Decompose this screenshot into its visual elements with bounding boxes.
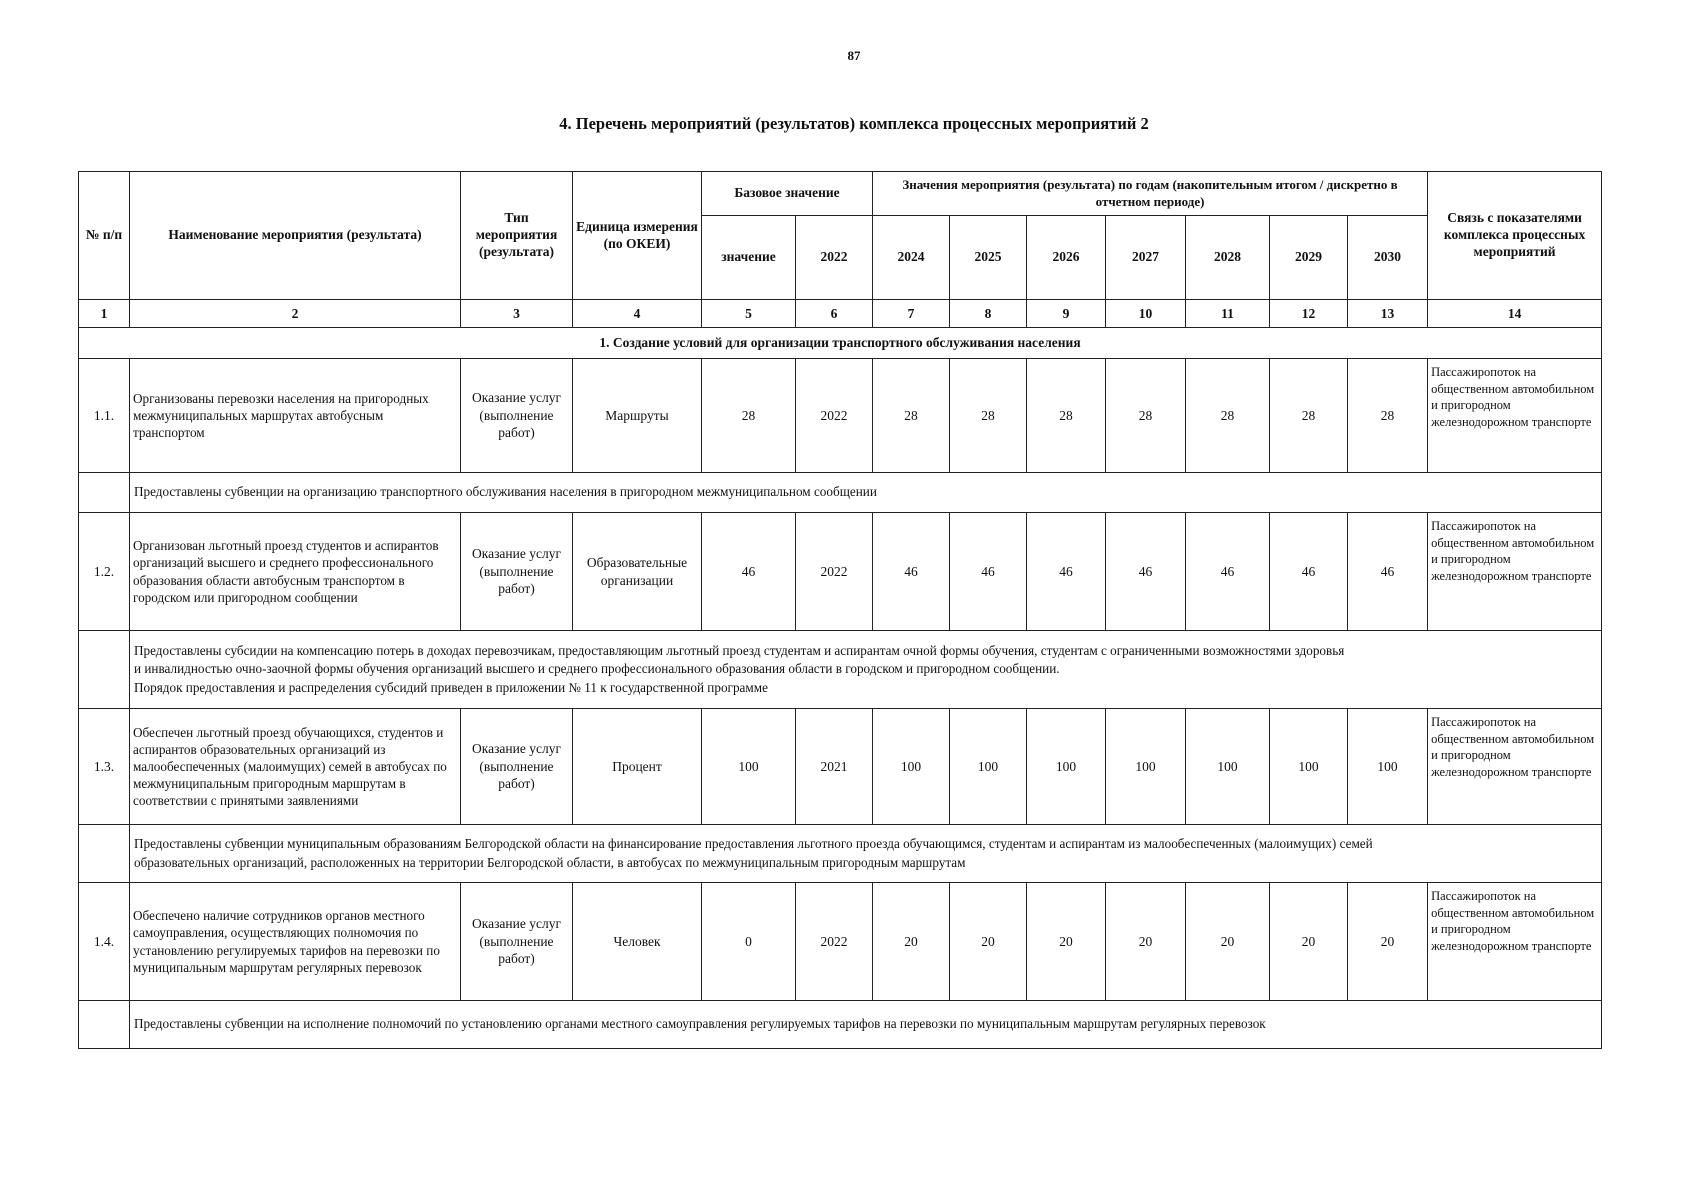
header-type: Тип мероприятия (результата) <box>461 172 573 300</box>
header-base-value: значение <box>702 216 796 300</box>
indicator-link: Пассажиропоток на общественном автомобильном и пригородном железнодорожном транспорте <box>1428 359 1602 473</box>
year-value: 20 <box>1348 883 1428 1001</box>
year-value: 28 <box>1270 359 1348 473</box>
year-value: 46 <box>873 513 950 631</box>
header-year: 2025 <box>950 216 1027 300</box>
note-line: и инвалидностью очно-заочной формы обучения организаций высшего и среднего профессионального образования области в городском и пригородном сообщении. <box>134 661 1060 677</box>
measure-type: Оказание услуг (выполнение работ) <box>461 883 573 1001</box>
base-value: 100 <box>702 709 796 825</box>
measure-name: Организованы перевозки населения на пригородных межмуниципальных маршрутах автобусным транспортом <box>130 359 461 473</box>
header-year: 2026 <box>1027 216 1106 300</box>
measure-note <box>130 1001 1602 1049</box>
year-value: 46 <box>1348 513 1428 631</box>
note-row <box>79 1001 1602 1049</box>
year-value: 100 <box>1186 709 1270 825</box>
document-title: 4. Перечень мероприятий (результатов) комплекса процессных мероприятий 2 <box>559 114 1149 133</box>
column-number: 11 <box>1186 300 1270 328</box>
measure-name: Организован льготный проезд студентов и аспирантов организаций высшего и среднего профессионального образования области автобусным транспортом в городском или пригородном сообщении <box>130 513 461 631</box>
column-number: 6 <box>796 300 873 328</box>
year-value: 28 <box>1027 359 1106 473</box>
table-row <box>79 883 1602 1001</box>
year-value: 28 <box>1186 359 1270 473</box>
measure-note <box>130 473 1602 513</box>
note-line: Предоставлены субвенции на организацию транспортного обслуживания населения в пригородном межмуниципальном сообщении <box>134 484 877 500</box>
column-numbers-row <box>79 300 1602 328</box>
row-number: 1.3. <box>79 709 130 825</box>
header-base-year: 2022 <box>796 216 873 300</box>
measure-type: Оказание услуг (выполнение работ) <box>461 513 573 631</box>
measure-unit: Процент <box>573 709 702 825</box>
measure-unit: Человек <box>573 883 702 1001</box>
table-row <box>79 359 1602 473</box>
year-value: 20 <box>1186 883 1270 1001</box>
base-value: 28 <box>702 359 796 473</box>
year-value: 20 <box>1106 883 1186 1001</box>
year-value: 20 <box>950 883 1027 1001</box>
header-years-group: Значения мероприятия (результата) по годам (накопительным итогом / дискретно в отчетном периоде) <box>873 172 1428 216</box>
note-spacer <box>79 1001 130 1049</box>
measure-unit: Образовательные организации <box>573 513 702 631</box>
note-spacer <box>79 631 130 709</box>
year-value: 100 <box>1027 709 1106 825</box>
column-number: 1 <box>79 300 130 328</box>
table-row <box>79 513 1602 631</box>
header-year: 2024 <box>873 216 950 300</box>
header-year: 2030 <box>1348 216 1428 300</box>
indicator-link: Пассажиропоток на общественном автомобильном и пригородном железнодорожном транспорте <box>1428 883 1602 1001</box>
year-value: 28 <box>950 359 1027 473</box>
year-value: 46 <box>950 513 1027 631</box>
year-value: 20 <box>1027 883 1106 1001</box>
column-number: 9 <box>1027 300 1106 328</box>
table-row <box>79 709 1602 825</box>
base-value: 46 <box>702 513 796 631</box>
note-spacer <box>79 473 130 513</box>
column-number: 12 <box>1270 300 1348 328</box>
year-value: 28 <box>1106 359 1186 473</box>
note-row <box>79 631 1602 709</box>
indicator-link: Пассажиропоток на общественном автомобильном и пригородном железнодорожном транспорте <box>1428 709 1602 825</box>
header-base: Базовое значение <box>702 172 873 216</box>
measures-table <box>78 171 1602 1049</box>
note-row <box>79 825 1602 883</box>
row-number: 1.2. <box>79 513 130 631</box>
year-value: 28 <box>1348 359 1428 473</box>
header-unit: Единица измерения (по ОКЕИ) <box>573 172 702 300</box>
measure-note <box>130 631 1602 709</box>
measure-unit: Маршруты <box>573 359 702 473</box>
header-link: Связь с показателями комплекса процессных мероприятий <box>1428 172 1602 300</box>
row-number: 1.4. <box>79 883 130 1001</box>
base-year: 2022 <box>796 359 873 473</box>
column-number: 7 <box>873 300 950 328</box>
measure-name: Обеспечен льготный проезд обучающихся, студентов и аспирантов образовательных организаций из малообеспеченных (малоимущих) семей в автобусах по межмуниципальным пригородным маршрутам в соответствии с принятыми заявлениями <box>130 709 461 825</box>
page-number: 87 <box>847 48 861 63</box>
year-value: 100 <box>1270 709 1348 825</box>
header-year: 2028 <box>1186 216 1270 300</box>
note-row <box>79 473 1602 513</box>
column-number: 3 <box>461 300 573 328</box>
column-number: 5 <box>702 300 796 328</box>
year-value: 20 <box>1270 883 1348 1001</box>
year-value: 46 <box>1106 513 1186 631</box>
column-number: 10 <box>1106 300 1186 328</box>
note-line: образовательных организаций, расположенных на территории Белгородской области, в автобусах по межмуниципальным пригородным маршрутам <box>134 854 966 870</box>
base-year: 2021 <box>796 709 873 825</box>
note-line: Порядок предоставления и распределения субсидий приведен в приложении № 11 к государственной программе <box>134 679 768 695</box>
section-row <box>79 328 1602 359</box>
year-value: 100 <box>873 709 950 825</box>
column-number: 4 <box>573 300 702 328</box>
year-value: 100 <box>1348 709 1428 825</box>
row-number: 1.1. <box>79 359 130 473</box>
year-value: 28 <box>873 359 950 473</box>
measure-type: Оказание услуг (выполнение работ) <box>461 359 573 473</box>
note-spacer <box>79 825 130 883</box>
measure-name: Обеспечено наличие сотрудников органов местного самоуправления, осуществляющих полномочия по установлению регулируемых тарифов на перевозки по муниципальным маршрутам регулярных перевозок <box>130 883 461 1001</box>
column-number: 2 <box>130 300 461 328</box>
measure-type: Оказание услуг (выполнение работ) <box>461 709 573 825</box>
year-value: 100 <box>950 709 1027 825</box>
year-value: 46 <box>1270 513 1348 631</box>
year-value: 46 <box>1186 513 1270 631</box>
header-year: 2027 <box>1106 216 1186 300</box>
column-number: 14 <box>1428 300 1602 328</box>
year-value: 100 <box>1106 709 1186 825</box>
year-value: 46 <box>1027 513 1106 631</box>
indicator-link: Пассажиропоток на общественном автомобильном и пригородном железнодорожном транспорте <box>1428 513 1602 631</box>
note-line: Предоставлены субвенции муниципальным образованиям Белгородской области на финансирование предоставления льготного проезда обучающимся, студентам и аспирантам из малообеспеченных (малоимущих) семей <box>134 836 1373 852</box>
note-line: Предоставлены субсидии на компенсацию потерь в доходах перевозчикам, предоставляющим льготный проезд студентам и аспирантам очной формы обучения, студентам с ограниченными возможностями здоровья <box>134 642 1345 658</box>
header-number: № п/п <box>79 172 130 300</box>
note-line: Предоставлены субвенции на исполнение полномочий по установлению органами местного самоуправления регулируемых тарифов на перевозки по муниципальным маршрутам регулярных перевозок <box>134 1016 1266 1032</box>
column-number: 8 <box>950 300 1027 328</box>
base-value: 0 <box>702 883 796 1001</box>
section-title: 1. Создание условий для организации транспортного обслуживания населения <box>79 328 1602 359</box>
column-number: 13 <box>1348 300 1428 328</box>
year-value: 20 <box>873 883 950 1001</box>
header-name: Наименование мероприятия (результата) <box>130 172 461 300</box>
measure-note <box>130 825 1602 883</box>
base-year: 2022 <box>796 883 873 1001</box>
base-year: 2022 <box>796 513 873 631</box>
header-year: 2029 <box>1270 216 1348 300</box>
